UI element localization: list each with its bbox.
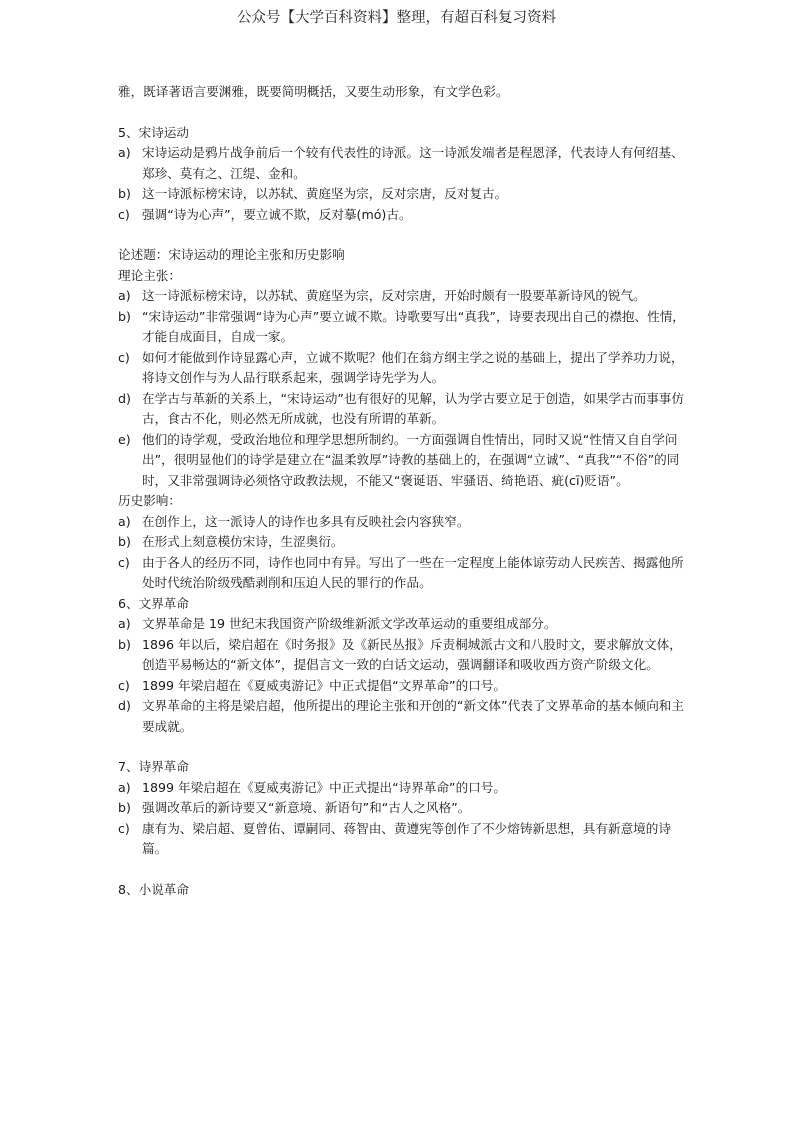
- list-item: a) 1899 年梁启超在《夏威夷游记》中正式提出“诗界革命”的口号。: [118, 779, 506, 795]
- impact-title: 历史影响：: [118, 493, 181, 508]
- section-8-title: 8、小说革命: [118, 881, 189, 897]
- list-item: c) 如何才能做到作诗显露心声，立诚不欺呢？他们在翁方纲主学之说的基础上，提出了学养功力说，将诗文创作与为人品行联系起来，强调学诗先学为人。: [118, 349, 684, 385]
- list-item: c) 康有为、梁启超、夏曾佑、谭嗣同、蒋智由、黄遵宪等创作了不少熔铸新思想，具有新意境的诗篇。: [118, 820, 671, 856]
- list-item: c) 由于各人的经历不同，诗作也同中有异。写出了一些在一定程度上能体谅劳动人民疾苦、揭露他所处时代统治阶级残酷剥削和压迫人民的罪行的作品。: [118, 554, 684, 590]
- page-header: 公众号【大学百科资料】整理，有超百科复习资料: [237, 10, 556, 26]
- list-item: b) “宋诗运动”非常强调“诗为心声”要立诚不欺。诗歌要写出“真我”，诗要表现出自己的襟抱、性情，才能自成面目，自成一家。: [118, 308, 685, 344]
- theory-title: 理论主张：: [118, 267, 181, 283]
- essay-title: 论述题：宋诗运动的理论主张和历史影响: [118, 247, 345, 262]
- list-item: a) 这一诗派标榜宋诗，以苏轼、黄庭坚为宗，反对宗唐，开始时颇有一股要革新诗风的锐气。: [118, 288, 646, 303]
- list-item: d) 文界革命的主将是梁启超，他所提出的理论主张和开创的“新文体”代表了文界革命的基本倾向和主要成就。: [118, 698, 684, 734]
- section-5-title: 5、宋诗运动: [118, 124, 189, 140]
- list-item: b) 1896 年以后，梁启超在《时务报》及《新民丛报》斥责桐城派古文和八股时文，要求解放文体，创造平易畅达的“新文体”，提倡言文一致的白话文运动，强调翻译和吸收西方资产阶级文化。: [118, 636, 682, 672]
- list-item: a) 在创作上，这一派诗人的诗作也多具有反映社会内容狭窄。: [118, 513, 470, 529]
- list-item: e) 他们的诗学观，受政治地位和理学思想所制约。一方面强调自性情出，同时又说“性情又自自学问出”，很明显他们的诗学是建立在“温柔敦厚”诗教的基础上的，在强调“立诚”、“真我”“不俗”的同时，又非常强调诗必须恪守政教法规，不能又“褒诞语、牢骚语、绮艳语、疵(cī)贬语”。: [118, 431, 680, 488]
- document-body: [118, 82, 686, 900]
- list-item: b) 在形式上刻意模仿宋诗，生涩奥衍。: [118, 534, 344, 549]
- list-item: a) 宋诗运动是鸦片战争前后一个较有代表性的诗派。这一诗派发端者是程恩泽，代表诗人有何绍基、郑珍、莫有之、江缇、金和。: [118, 145, 684, 181]
- intro-paragraph: 雅，既译著语言要渊雅，既要简明概括，又要生动形象，有文学色彩。: [118, 84, 509, 99]
- list-item: d) 在学古与革新的关系上，“宋诗运动”也有很好的见解，认为学古要立足于创造，如果学古而事事仿古，食古不化，则必然无所成就，也没有所谓的革新。: [118, 390, 684, 426]
- list-item: a) 文界革命是 19 世纪末我国资产阶级维新派文学改革运动的重要组成部分。: [118, 616, 557, 631]
- list-item: c) 1899 年梁启超在《夏威夷游记》中正式提倡“文界革命”的口号。: [118, 677, 506, 693]
- list-item: c) 强调“诗为心声”，要立诚不欺，反对摹(mó)古。: [118, 206, 412, 222]
- list-item: b) 强调改革后的新诗要又“新意境、新语句”和“古人之风格”。: [118, 800, 471, 815]
- section-7-title: 7、诗界革命: [118, 759, 189, 774]
- section-6-title: 6、文界革命: [118, 595, 189, 611]
- list-item: b) 这一诗派标榜宋诗，以苏轼、黄庭坚为宗，反对宗唐，反对复古。: [118, 186, 508, 201]
